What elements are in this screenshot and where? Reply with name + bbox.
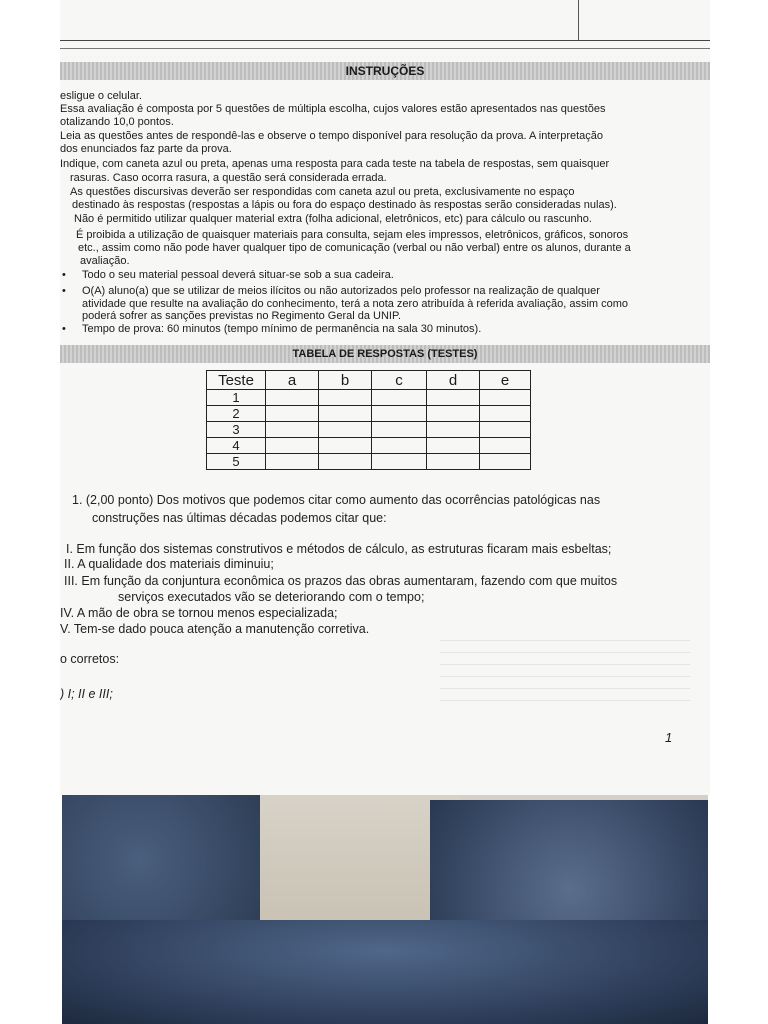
answer-cell[interactable] [480, 406, 531, 422]
left-margin [0, 0, 62, 1024]
header-c: c [372, 371, 427, 390]
bullet-marker: • [62, 285, 66, 297]
answer-cell[interactable] [372, 454, 427, 470]
instruction-line: Não é permitido utilizar qualquer material extra (folha adicional, eletrônicos, etc) para cálculo ou rascunho. [74, 213, 592, 225]
answer-cell[interactable] [480, 438, 531, 454]
page-number: 1 [665, 730, 673, 745]
exam-paper [60, 0, 710, 795]
answer-cell[interactable] [266, 438, 319, 454]
answer-cell[interactable] [319, 438, 372, 454]
answer-cell[interactable] [372, 438, 427, 454]
option-a: ) I; II e III; [60, 687, 113, 701]
instruction-line: destinado às respostas (respostas a lápis ou fora do espaço destinado às respostas serão consideradas nulas). [72, 199, 617, 211]
instruction-line: Todo o seu material pessoal deverá situar-se sob a sua cadeira. [82, 269, 394, 281]
answer-cell[interactable] [427, 422, 480, 438]
answer-cell[interactable] [319, 422, 372, 438]
table-row [207, 406, 531, 422]
header-box [60, 0, 710, 41]
jeans-bottom [60, 920, 710, 1024]
answer-cell[interactable] [480, 454, 531, 470]
instruction-line: esligue o celular. [60, 90, 142, 102]
instruction-line: dos enunciados faz parte da prova. [60, 143, 232, 155]
question-prompt: o corretos: [60, 652, 120, 666]
header-e: e [480, 371, 531, 390]
instruction-line: É proibida a utilização de quaisquer materiais para consulta, sejam eles impressos, eletrônicos, gráficos, sonoros [76, 229, 629, 241]
answer-cell[interactable] [372, 422, 427, 438]
bullet-marker: • [62, 269, 66, 281]
answer-cell[interactable] [266, 422, 319, 438]
table-row [207, 454, 531, 470]
answer-cell[interactable] [319, 406, 372, 422]
row-number: 1 [207, 390, 266, 406]
question-statement: 1. (2,00 ponto) Dos motivos que podemos citar como aumento das ocorrências patológicas nas [72, 493, 601, 507]
table-row [207, 438, 531, 454]
divider [60, 48, 710, 49]
right-margin [708, 0, 768, 1024]
instruction-line: Essa avaliação é composta por 5 questões de múltipla escolha, cujos valores estão apresentados nas questões [60, 103, 606, 115]
instruction-line: atividade que resulte na avaliação do conhecimento, terá a nota zero atribuída à referida avaliação, assim como [82, 298, 629, 310]
answer-cell[interactable] [427, 406, 480, 422]
instruction-line: rasuras. Caso ocorra rasura, a questão será considerada errada. [70, 172, 387, 184]
table-row [207, 422, 531, 438]
answer-cell[interactable] [480, 422, 531, 438]
question-item: II. A qualidade dos materiais diminuiu; [64, 557, 274, 571]
answer-cell[interactable] [372, 390, 427, 406]
answer-cell[interactable] [372, 406, 427, 422]
instructions-heading: INSTRUÇÕES [60, 62, 710, 80]
question-item: V. Tem-se dado pouca atenção a manutenção corretiva. [60, 622, 370, 636]
answer-table-heading: TABELA DE RESPOSTAS (TESTES) [60, 345, 710, 363]
answer-table [206, 370, 531, 470]
question-statement: construções nas últimas décadas podemos citar que: [92, 511, 387, 525]
question-item: serviços executados vão se deteriorando com o tempo; [118, 590, 425, 604]
instruction-line: poderá sofrer as sanções previstas no Regimento Geral da UNIP. [82, 310, 401, 322]
instruction-line: O(A) aluno(a) que se utilizar de meios ilícitos ou não autorizados pelo professor na realização de qualquer [82, 285, 600, 297]
row-number: 2 [207, 406, 266, 422]
instruction-line: otalizando 10,0 pontos. [60, 116, 174, 128]
header-a: a [266, 371, 319, 390]
answer-cell[interactable] [319, 454, 372, 470]
row-number: 5 [207, 454, 266, 470]
question-item: III. Em função da conjuntura econômica os prazos das obras aumentaram, fazendo com que muitos [64, 574, 618, 588]
answer-cell[interactable] [266, 406, 319, 422]
bullet-marker: • [62, 323, 66, 335]
question-item: I. Em função dos sistemas construtivos e métodos de cálculo, as estruturas ficaram mais esbeltas; [66, 542, 612, 556]
table-row [207, 390, 531, 406]
instruction-line: Leia as questões antes de respondê-las e observe o tempo disponível para resolução da prova. A interpretação [60, 130, 604, 142]
row-number: 4 [207, 438, 266, 454]
answer-cell[interactable] [480, 390, 531, 406]
row-number: 3 [207, 422, 266, 438]
answer-cell[interactable] [427, 454, 480, 470]
answer-cell[interactable] [427, 390, 480, 406]
table-header-row [207, 371, 531, 390]
instruction-line: Tempo de prova: 60 minutos (tempo mínimo de permanência na sala 30 minutos). [82, 323, 482, 335]
answer-cell[interactable] [319, 390, 372, 406]
question-item: IV. A mão de obra se tornou menos especializada; [60, 606, 338, 620]
answer-cell[interactable] [427, 438, 480, 454]
instruction-line: Indique, com caneta azul ou preta, apenas uma resposta para cada teste na tabela de respostas, sem quaisquer [60, 158, 610, 170]
instruction-line: As questões discursivas deverão ser respondidas com caneta azul ou preta, exclusivamente no espaço [70, 186, 575, 198]
answer-cell[interactable] [266, 454, 319, 470]
instruction-line: etc., assim como não pode haver qualquer tipo de comunicação (verbal ou não verbal) entre os alunos, durante a [78, 242, 631, 254]
header-teste: Teste [207, 371, 266, 390]
answer-cell[interactable] [266, 390, 319, 406]
header-b: b [319, 371, 372, 390]
header-d: d [427, 371, 480, 390]
faint-back-print [440, 640, 690, 710]
instruction-line: avaliação. [80, 255, 130, 267]
